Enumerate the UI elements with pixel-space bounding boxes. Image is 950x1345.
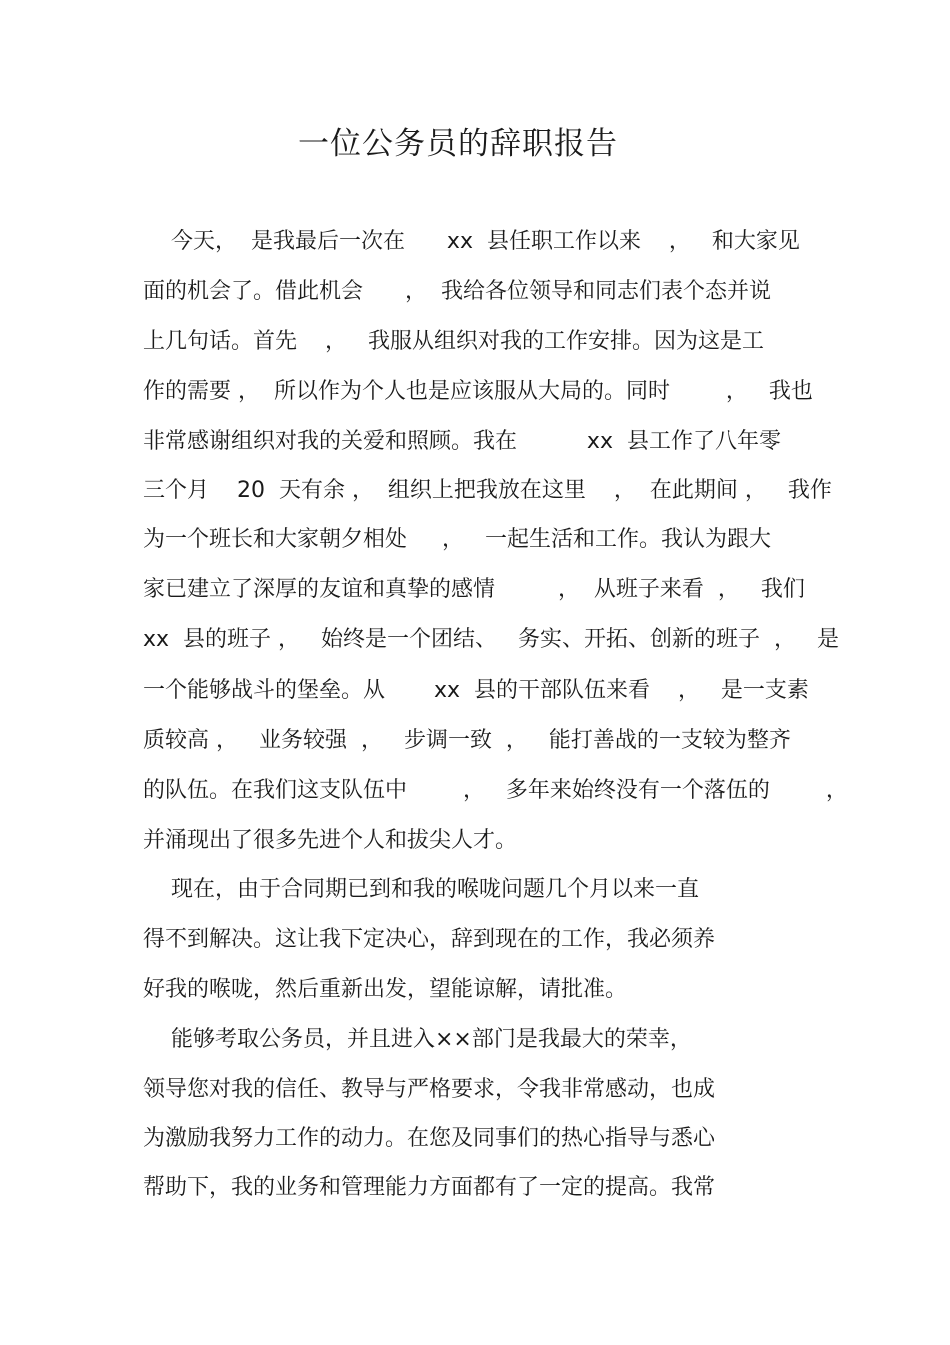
body-line: 三个月 20 天有余 ， 组织上把我放在这里 ， 在此期间 ， 我作 bbox=[143, 478, 832, 503]
body-line: 面的机会了。借此机会 ， 我给各位领导和同志们表个态并说 bbox=[143, 279, 771, 304]
body-line: xx 县的班子 ， 始终是一个团结、 务实、开拓、创新的班子 ， 是 bbox=[143, 627, 839, 652]
body-line: 非常感谢组织对我的关爱和照顾。我在 xx 县工作了八年零 bbox=[143, 429, 781, 454]
body-line: 帮助下，我的业务和管理能力方面都有了一定的提高。我常 bbox=[143, 1175, 716, 1200]
body-line: 今天， 是我最后一次在 xx 县任职工作以来 ， 和大家见 bbox=[143, 229, 800, 254]
body-line: 并涌现出了很多先进个人和拔尖人才。 bbox=[143, 828, 518, 853]
body-line: 质较高 ， 业务较强 ， 步调一致 ， 能打善战的一支较为整齐 bbox=[143, 728, 791, 753]
body-line: 为一个班长和大家朝夕相处 ， 一起生活和工作。我认为跟大 bbox=[143, 527, 771, 552]
body-line: 为激励我努力工作的动力。在您及同事们的热心指导与悉心 bbox=[143, 1126, 716, 1151]
document-title: 一位公务员的辞职报告 bbox=[298, 126, 618, 162]
body-line: 上几句话。首先 ， 我服从组织对我的工作安排。因为这是工 bbox=[143, 329, 764, 354]
body-line: 家已建立了深厚的友谊和真挚的感情 ， 从班子来看 ， 我们 bbox=[143, 577, 805, 602]
body-line: 能够考取公务员，并且进入××部门是我最大的荣幸， bbox=[143, 1027, 692, 1052]
body-line: 好我的喉咙，然后重新出发，望能谅解，请批准。 bbox=[143, 977, 628, 1002]
body-line: 作的需要 ， 所以作为个人也是应该服从大局的。同时 ， 我也 bbox=[143, 379, 813, 404]
body-line: 现在，由于合同期已到和我的喉咙问题几个月以来一直 bbox=[143, 877, 699, 902]
body-line: 的队伍。在我们这支队伍中 ， 多年来始终没有一个落伍的 ， bbox=[143, 778, 848, 803]
body-line: 领导您对我的信任、教导与严格要求，令我非常感动，也成 bbox=[143, 1077, 716, 1102]
body-line: 得不到解决。这让我下定决心，辞到现在的工作，我必须养 bbox=[143, 927, 716, 952]
body-line: 一个能够战斗的堡垒。从 xx 县的干部队伍来看 ， 是一支素 bbox=[143, 678, 809, 703]
